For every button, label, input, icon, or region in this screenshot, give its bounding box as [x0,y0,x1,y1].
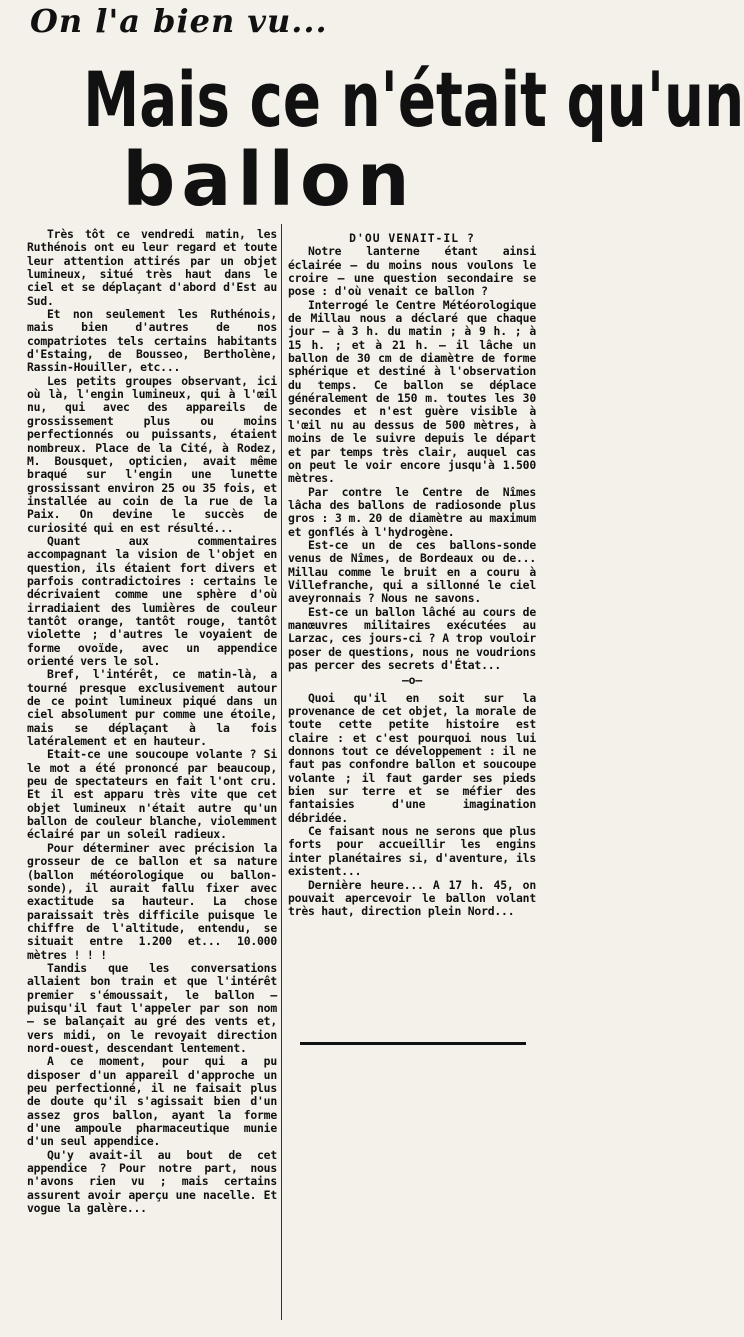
article-paragraph: Très tôt ce vendredi matin, les Ruthénois ont eu leur regard et toute leur attention attirés par un objet lumineux, situé très haut dans le ciel et se déplaçant d'abord d'Est au Sud. [27,227,277,308]
article-paragraph: Quoi qu'il en soit sur la provenance de cet objet, la morale de toute cette petite histoire est claire : et c'est pourquoi nous lui donnons tout ce développement : il ne faut pas confondre ballon et soucoupe volante ; il faut garder ses pieds bien sur terre et se méfier des fantaisies d'une imagination débridée. [288,690,536,825]
section-separator: —o— [402,673,422,688]
article-paragraph: Quant aux commentaires accompagnant la vision de l'objet en question, ils étaient fort divers et parfois contradictoires : certains le décrivaient comme une sphère d'où irradiaient des lumières de couleur tantôt orange, tantôt rouge, tantôt violette ; d'autres le voyaient de forme ovoïde, avec un appendice orienté vers le sol. [27,533,277,668]
article-paragraph: Pour déterminer avec précision la grosseur de ce ballon et sa nature (ballon météorologique ou ballon-sonde), il aurait fallu fixer avec exactitude sa hauteur. La chose paraissait très difficile puisque le chiffre de l'altitude, entendu, se situait entre 1.200 et... 10.000 mètres ! ! ! [27,840,277,962]
article-paragraph: Tandis que les conversations allaient bon train et que l'intérêt premier s'émoussait, le ballon — puisqu'il faut l'appeler par son nom — se balançait au gré des vents et, vers midi, on le revoyait direction nord-ouest, descendant lentement. [27,960,277,1055]
article-paragraph: Et non seulement les Ruthénois, mais bien d'autres de nos compatriotes tels certains habitants d'Estaing, de Bousseo, Bertholène, Rassin-Houiller, etc... [27,307,277,375]
article-paragraph: A ce moment, pour qui a pu disposer d'un appareil d'approche un peu perfectionné, il ne faisait plus de doute qu'il s'agissait bien d'un assez gros ballon, ayant la forme d'une ampoule pharmaceutique munie d'un seul appendice. [27,1054,277,1149]
article-paragraph: Qu'y avait-il au bout de cet appendice ? Pour notre part, nous n'avons rien vu ; mais certains assurent avoir aperçu une nacelle. Et vogue la galère... [27,1147,277,1216]
section-subhead: D'OU VENAIT-IL ? [349,231,475,245]
column-divider [281,224,282,1320]
article-right-column [288,232,536,1337]
article-paragraph: Ce faisant nous ne serons que plus forts pour accueillir les engins inter planétaires si, d'aventure, ils existent... [288,824,536,879]
article-paragraph: Bref, l'intérêt, ce matin-là, a tourné presque exclusivement autour de ce point lumineux piqué dans un ciel absolument pur comme une étoile, mais se déplaçant à la fois latéralement et en hauteur. [27,667,277,749]
headline-line-1: Mais ce n'était qu'un [83,55,744,144]
headline-line-2: ballon [122,137,416,223]
article-end-rule [300,1042,526,1045]
article-paragraph: Est-ce un de ces ballons-sonde venus de Nîmes, de Bordeaux ou de... Millau comme le bruit en a couru à Villefranche, qui a sillonné le ciel aveyronnais ? Nous ne savons. [288,537,536,606]
article-paragraph: Interrogé le Centre Météorologique de Millau nous a déclaré que chaque jour — à 3 h. du matin ; à 9 h. ; à 15 h. ; et à 21 h. — il lâche un ballon de 30 cm de diamètre de forme sphérique et destiné à l'observation du temps. Ce ballon se déplace généralement de 150 m. toutes les 30 secondes et n'est guère visible à l'œil nu au dessus de 500 mètres, à moins de le suivre depuis le départ et par temps très clair, auquel cas on peut le voir encore jusqu'à 1.500 mètres. [288,297,536,486]
article-paragraph: Est-ce un ballon lâché au cours de manœuvres militaires exécutées au Larzac, ces jours-ci ? A trop vouloir poser de questions, nous ne voudrions pas percer des secrets d'État... [288,604,536,672]
article-paragraph: Les petits groupes observant, ici où là, l'engin lumineux, qui à l'œil nu, qui avec des appareils de grossissement plus ou moins perfectionnés ou puissants, étaient nombreux. Place de la Cité, à Rodez, M. Bousquet, opticien, avait même braqué sur l'engin une lunette grossissant environ 25 ou 35 fois, et installée au coin de la rue de la Paix. On devine le succès de curiosité qui en est résulté... [27,373,277,535]
article-paragraph: Par contre le Centre de Nîmes lâcha des ballons de radiosonde plus gros : 3 m. 20 de diamètre au maximum et gonflés à l'hydrogène. [288,484,536,539]
article-paragraph: Dernière heure... A 17 h. 45, on pouvait apercevoir le ballon volant très haut, direction plein Nord... [288,877,536,919]
article-paragraph: Etait-ce une soucoupe volante ? Si le mot a été prononcé par beaucoup, peu de spectateurs en fait l'ont cru. Et il est apparu très vite que cet objet lumineux n'était autre qu'un ballon de couleur blanche, violemment éclairé par un soleil radieux. [27,747,277,842]
headline-kicker: On l'a bien vu... [30,2,328,40]
article-paragraph: Notre lanterne étant ainsi éclairée — du moins nous voulons le croire — une question secondaire se pose : d'où venait ce ballon ? [288,244,536,299]
article-left-column [27,228,277,1316]
